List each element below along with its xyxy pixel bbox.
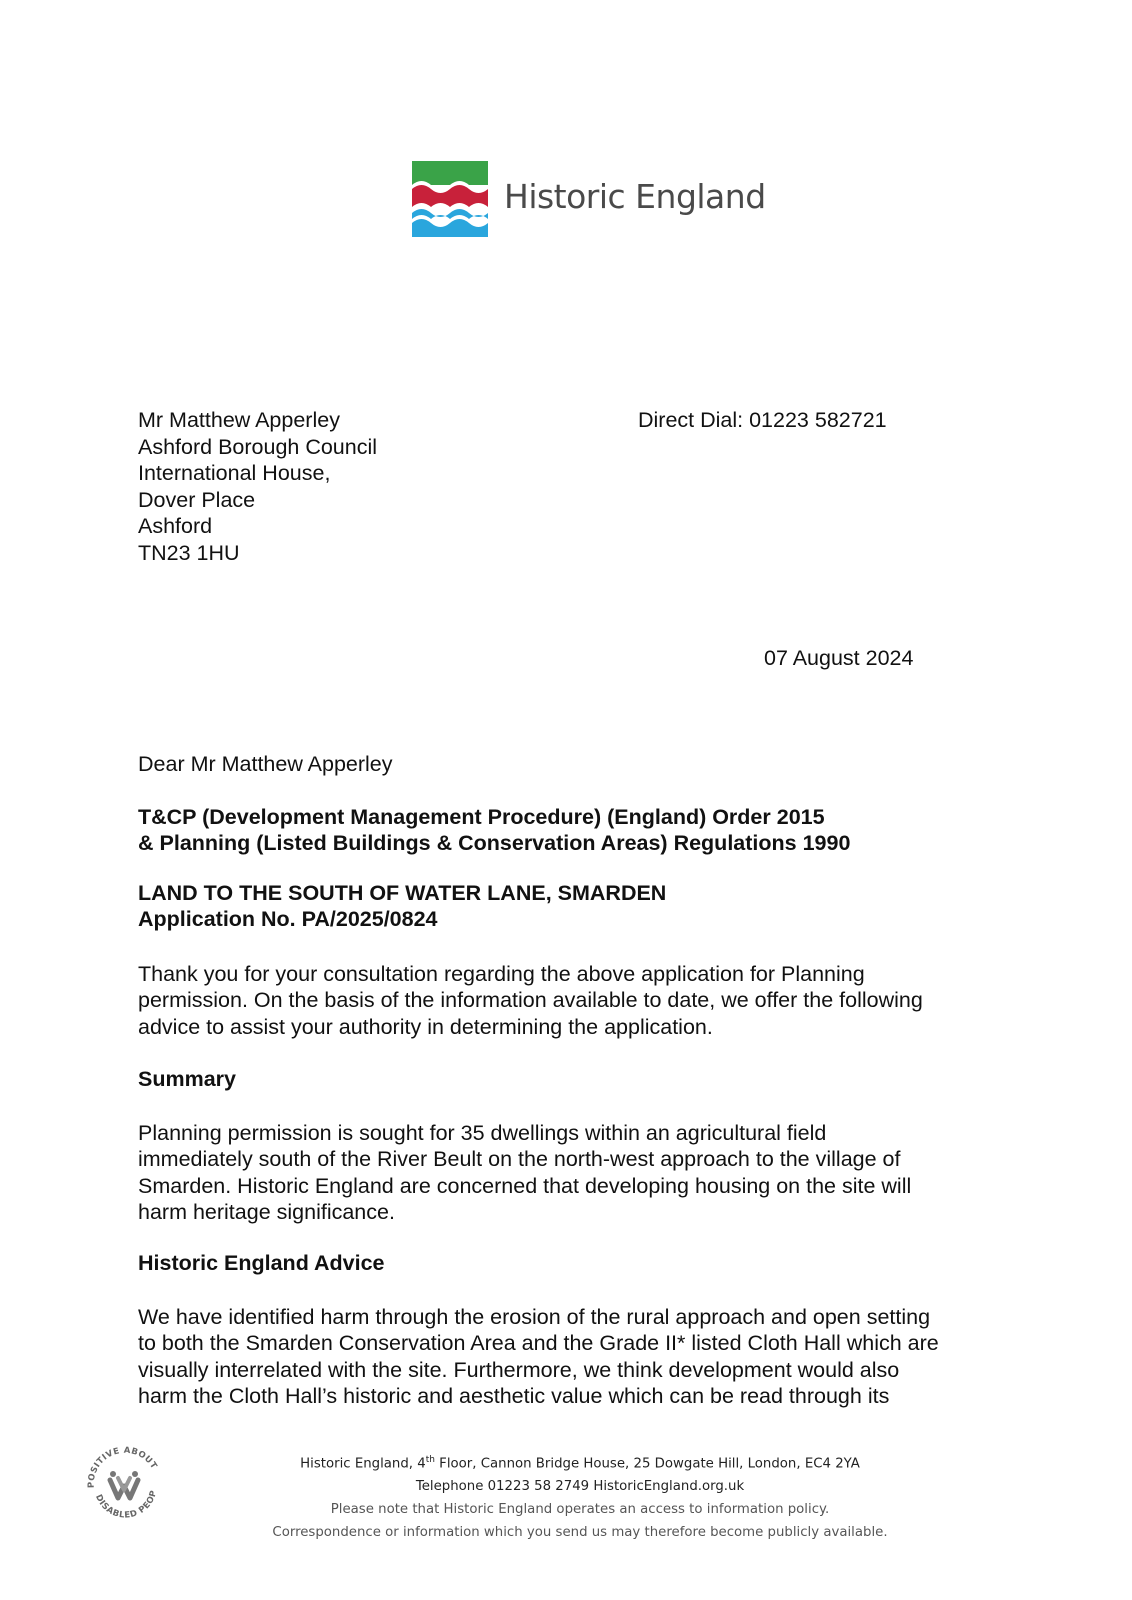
address-line: Ashford: [138, 514, 213, 538]
historic-england-logo: [412, 161, 766, 236]
advice-heading: Historic England Advice: [138, 1251, 385, 1275]
paragraph-line: permission. On the basis of the information available to date, we offer the following: [138, 988, 923, 1013]
intro-paragraph: [138, 961, 1008, 1040]
regulations-heading: [138, 804, 850, 856]
advice-paragraph: [138, 1304, 1008, 1409]
paragraph-line: We have identified harm through the erosion of the rural approach and open setting: [138, 1305, 931, 1329]
paragraph-line: harm heritage significance.: [138, 1199, 395, 1224]
summary-heading: Summary: [138, 1067, 236, 1091]
site-heading: [138, 880, 666, 932]
disability-badge-icon: [80, 1440, 170, 1530]
letter-footer: [200, 1449, 960, 1544]
address-line: Dover Place: [138, 487, 256, 512]
wave-logo-icon: [412, 161, 488, 237]
logo-text: Historic England: [504, 177, 766, 216]
paragraph-line: harm the Cloth Hall’s historic and aesthetic value which can be read through its: [138, 1383, 890, 1408]
svg-text:POSITIVE ABOUT: [87, 1446, 159, 1489]
paragraph-line: immediately south of the River Beult on the north-west approach to the village of: [138, 1147, 901, 1172]
address-line: TN23 1HU: [138, 540, 240, 565]
paragraph-line: visually interrelated with the site. Furthermore, we think development would also: [138, 1357, 900, 1382]
address-line: Ashford Borough Council: [138, 434, 378, 459]
paragraph-line: Smarden. Historic England are concerned that developing housing on the site will: [138, 1173, 912, 1198]
site-title: LAND TO THE SOUTH OF WATER LANE, SMARDEN: [138, 881, 667, 905]
direct-dial: Direct Dial: 01223 582721: [638, 408, 887, 432]
letter-date: 07 August 2024: [764, 646, 914, 670]
footer-policy: Please note that Historic England operates an access to information policy.: [330, 1502, 830, 1518]
paragraph-line: advice to assist your authority in determining the application.: [138, 1014, 713, 1039]
recipient-address: [138, 407, 377, 566]
paragraph-line: to both the Smarden Conservation Area and the Grade II* listed Cloth Hall which are: [138, 1331, 939, 1356]
badge-bottom-text: DISABLED PEOP: [93, 1489, 160, 1521]
footer-policy: Correspondence or information which you send us may therefore become publicly available.: [272, 1525, 888, 1541]
address-line: Mr Matthew Apperley: [138, 408, 340, 432]
salutation: Dear Mr Matthew Apperley: [138, 752, 393, 776]
regulation-line: & Planning (Listed Buildings & Conservation Areas) Regulations 1990: [138, 831, 851, 855]
paragraph-line: Planning permission is sought for 35 dwellings within an agricultural field: [138, 1121, 827, 1145]
footer-address: Historic England, 4th Floor, Cannon Bridge House, 25 Dowgate Hill, London, EC4 2YA: [300, 1455, 860, 1472]
regulation-line: T&CP (Development Management Procedure) (England) Order 2015: [138, 805, 825, 829]
application-number: Application No. PA/2025/0824: [138, 907, 438, 931]
address-line: International House,: [138, 461, 331, 485]
badge-top-text: POSITIVE ABOUT: [86, 1445, 159, 1489]
footer-telephone: Telephone 01223 58 2749 HistoricEngland.org.uk: [415, 1479, 745, 1495]
summary-paragraph: [138, 1120, 1008, 1225]
paragraph-line: Thank you for your consultation regarding the above application for Planning: [138, 962, 865, 986]
